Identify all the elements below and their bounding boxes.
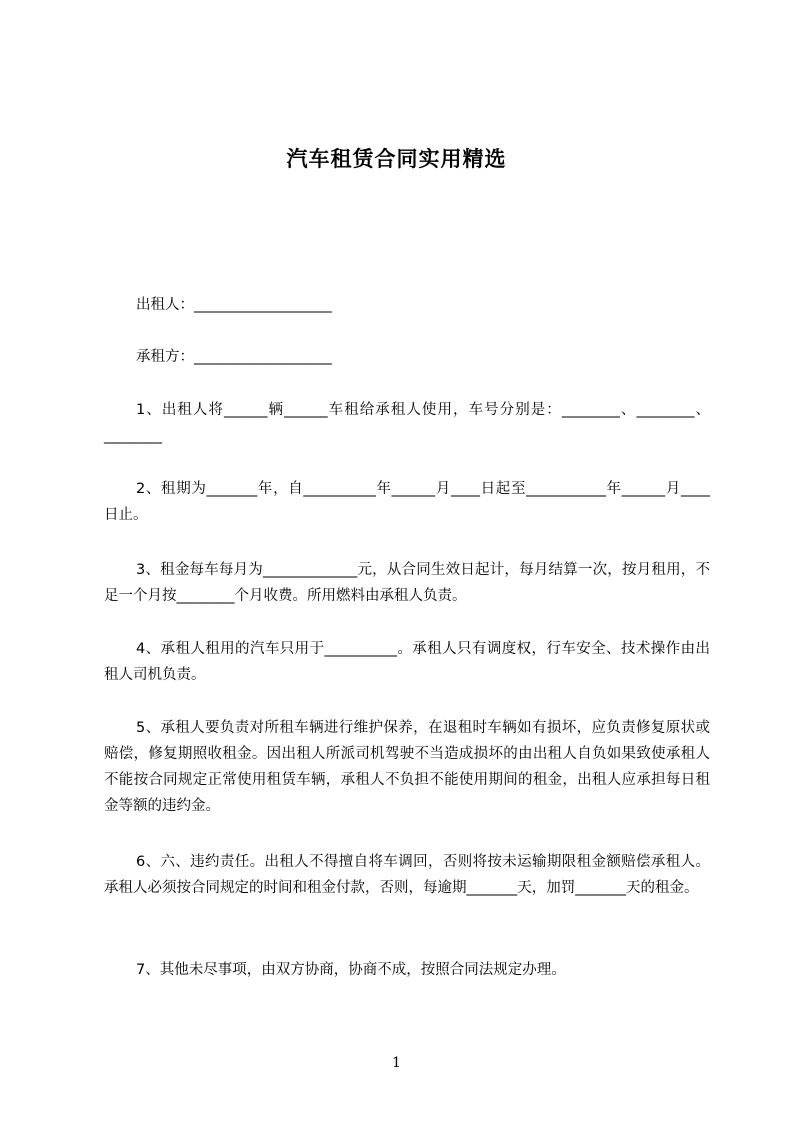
lessee-line: 承租方：___________________ (136, 349, 332, 365)
document-title: 汽车租赁合同实用精选 (286, 147, 507, 171)
clause-3: 3、租金每车每月为_____________元，从合同生效日起计，每月结算一次，按月租用，不足一个月按________个月收费。所用燃料由承租人负责。 (104, 562, 710, 604)
clause-1: 1、出租人将______辆______车租给承租人使用，车号分别是：________、________、________ (104, 402, 710, 444)
clause-6: 6、六、违约责任。出租人不得擅自将车调回，否则将按未运输期限租金额赔偿承租人。承租人必须按合同规定的时间和租金付款，否则，每逾期_______天，加罚_______天的租金。 (104, 854, 710, 896)
clause-2: 2、租期为_______年，自__________年______月____日起至___________年______月____日止。 (104, 481, 710, 523)
clause-4: 4、承租人租用的汽车只用于__________。承租人只有调度权，行车安全、技术操作由出租人司机负责。 (104, 641, 710, 683)
clause-5: 5、承租人要负责对所租车辆进行维护保养，在退租时车辆如有损坏，应负责修复原状或赔偿，修复期照收租金。因出租人所派司机驾驶不当造成损坏的由出租人自负如果致使承租人不能按合同规定正常使用租赁车辆，承租人不负担不能使用期间的租金，出租人应承担每日租金等额的违约金。 (104, 720, 710, 814)
page-number: 1 (392, 1055, 401, 1071)
lessor-line: 出租人：___________________ (136, 297, 332, 313)
clause-7: 7、其他未尽事项，由双方协商，协商不成，按照合同法规定办理。 (136, 962, 566, 978)
